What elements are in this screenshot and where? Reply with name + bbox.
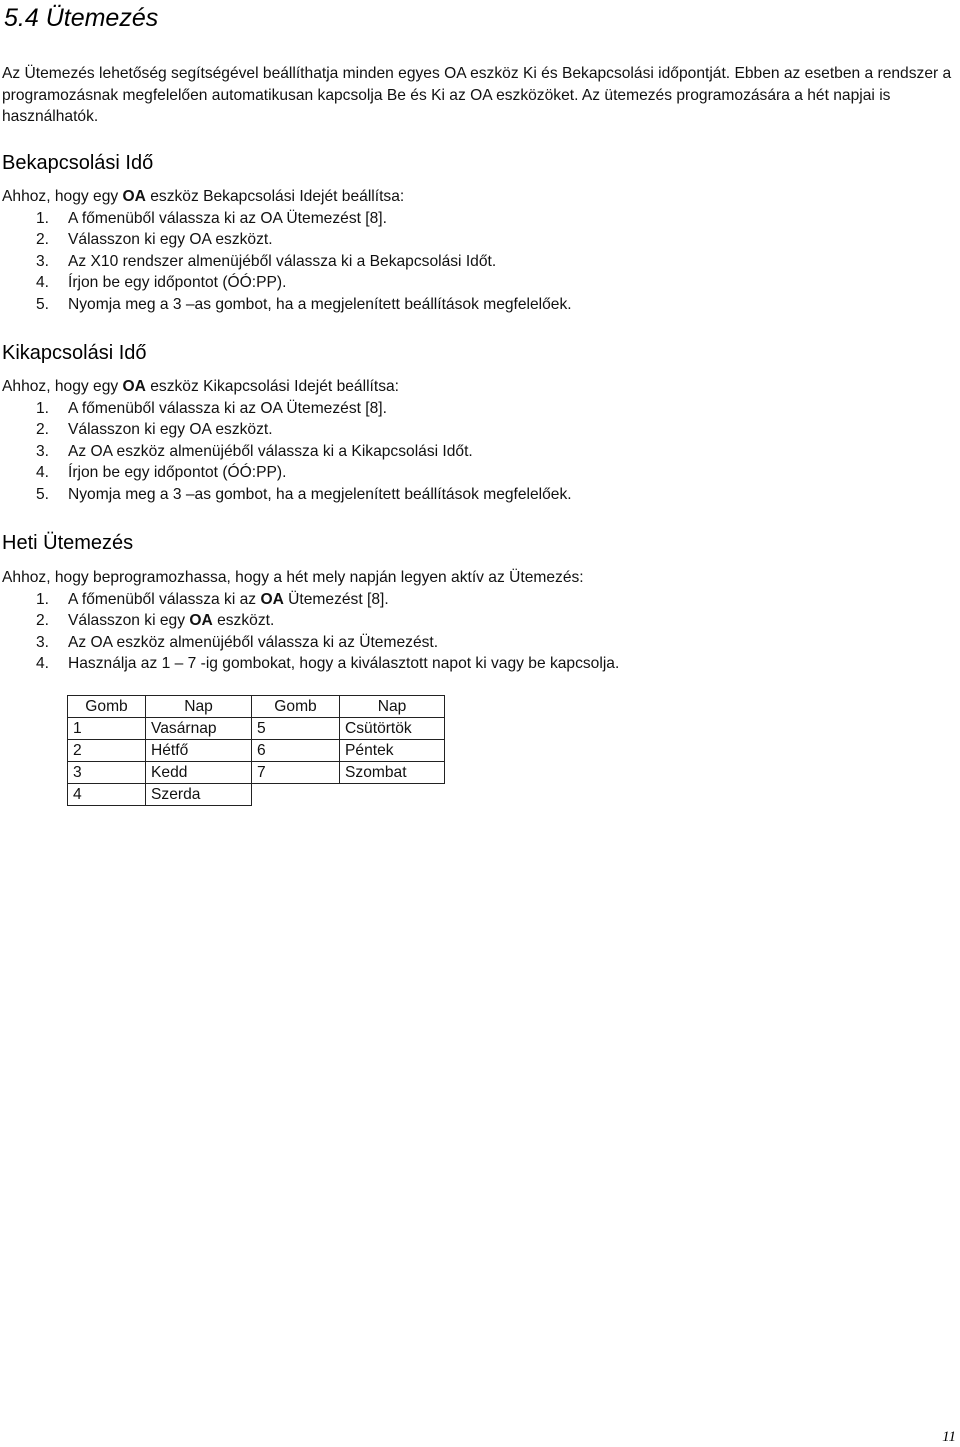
list-item xyxy=(2,610,952,632)
table-cell: 4 xyxy=(68,784,146,806)
table-header: Gomb xyxy=(68,696,146,718)
step-text: Nyomja meg a 3 –as gombot, ha a megjelenített beállítások megfelelőek. xyxy=(68,295,572,313)
step-bold: OA xyxy=(260,590,284,608)
step-text: Ütemezést [8]. xyxy=(283,590,389,608)
table-row xyxy=(68,784,445,806)
step-text: A főmenüből válassza ki az xyxy=(68,590,261,608)
section-lead xyxy=(2,376,952,398)
list-item xyxy=(2,589,952,611)
step-text: eszközt. xyxy=(212,612,275,629)
table-cell: Hétfő xyxy=(146,740,252,762)
page-title: 5.4 Ütemezés xyxy=(4,4,159,32)
section-weekly-schedule xyxy=(2,530,952,675)
step-number: 1. xyxy=(36,399,50,417)
step-text: Válasszon ki egy xyxy=(68,612,190,629)
table-header: Gomb xyxy=(252,696,340,718)
lead-bold: OA xyxy=(122,188,146,205)
lead-text: eszköz Kikapcsolási Idejét beállítsa: xyxy=(145,378,400,395)
table-cell: Vasárnap xyxy=(146,718,252,740)
step-number: 2. xyxy=(36,231,50,248)
table-row xyxy=(68,762,445,784)
list-item xyxy=(2,632,952,654)
section-on-time xyxy=(2,150,952,315)
steps-list xyxy=(2,589,952,675)
step-number: 4. xyxy=(36,274,50,291)
step-number: 5. xyxy=(36,295,50,313)
step-number: 3. xyxy=(36,633,50,651)
lead-text: Ahhoz, hogy egy xyxy=(2,378,123,395)
list-item xyxy=(2,398,952,420)
step-number: 4. xyxy=(36,464,50,481)
list-item xyxy=(2,294,952,316)
step-text: Írjon be egy időpontot (ÓÓ:PP). xyxy=(68,464,287,481)
section-heading: Heti Ütemezés xyxy=(2,532,134,554)
table-row xyxy=(68,740,445,762)
list-item xyxy=(2,484,952,506)
table-cell: 6 xyxy=(252,740,340,762)
step-text: Használja az 1 – 7 -ig gombokat, hogy a kiválasztott napot ki vagy be kapcsolja. xyxy=(68,655,620,672)
step-text: Az OA eszköz almenüjéből válassza ki a Kikapcsolási Időt. xyxy=(68,442,473,460)
step-text: Válasszon ki egy OA eszközt. xyxy=(68,421,273,438)
table-cell: 5 xyxy=(252,718,340,740)
button-day-table xyxy=(67,695,445,806)
section-lead xyxy=(2,567,952,589)
list-item xyxy=(2,251,952,273)
lead-text: eszköz Bekapcsolási Idejét beállítsa: xyxy=(145,188,405,205)
table-cell: Csütörtök xyxy=(340,718,445,740)
step-number: 4. xyxy=(36,655,50,672)
intro-paragraph: Az Ütemezés lehetőség segítségével beállíthatja minden egyes OA eszköz Ki és Bekapcsolási időpontját. Ebben az esetben a rendszer a programozásnak megfelelően automatikusan kapcsolja Be és Ki az OA eszközöket. Az ütemezés programozására a hét napjai is használhatók. xyxy=(2,65,952,125)
table-cell: 7 xyxy=(252,762,340,784)
step-bold: OA xyxy=(189,612,213,629)
table-cell: Péntek xyxy=(340,740,445,762)
section-lead xyxy=(2,186,952,208)
step-number: 2. xyxy=(36,421,50,438)
list-item xyxy=(2,229,952,251)
table-header: Nap xyxy=(340,696,445,718)
lead-text: Ahhoz, hogy beprogramozhassa, hogy a hét mely napján legyen aktív az Ütemezés: xyxy=(2,569,584,586)
steps-list xyxy=(2,208,952,316)
step-text: Az X10 rendszer almenüjéből válassza ki a Bekapcsolási Időt. xyxy=(68,252,497,270)
step-text: A főmenüből válassza ki az OA Ütemezést [8]. xyxy=(68,399,387,417)
list-item xyxy=(2,272,952,294)
table-row xyxy=(68,718,445,740)
step-text: A főmenüből válassza ki az OA Ütemezést [8]. xyxy=(68,209,387,227)
list-item xyxy=(2,653,952,675)
list-item xyxy=(2,462,952,484)
table-cell: Szerda xyxy=(146,784,252,806)
section-heading: Bekapcsolási Idő xyxy=(2,152,154,174)
list-item xyxy=(2,441,952,463)
step-number: 1. xyxy=(36,590,50,608)
steps-list xyxy=(2,398,952,506)
page-number: 11 xyxy=(942,1429,956,1445)
section-heading: Kikapcsolási Idő xyxy=(2,342,147,364)
step-number: 3. xyxy=(36,252,50,270)
step-number: 1. xyxy=(36,209,50,227)
table-header-row xyxy=(68,696,445,718)
list-item xyxy=(2,419,952,441)
table-cell: 1 xyxy=(68,718,146,740)
step-number: 5. xyxy=(36,485,50,503)
lead-text: Ahhoz, hogy egy xyxy=(2,188,123,205)
table-cell: Szombat xyxy=(340,762,445,784)
step-text: Nyomja meg a 3 –as gombot, ha a megjelenített beállítások megfelelőek. xyxy=(68,485,572,503)
step-number: 2. xyxy=(36,612,50,629)
table-cell: 3 xyxy=(68,762,146,784)
lead-bold: OA xyxy=(122,378,146,395)
step-text: Az OA eszköz almenüjéből válassza ki az Ütemezést. xyxy=(68,633,439,651)
table-cell: Kedd xyxy=(146,762,252,784)
table-header: Nap xyxy=(146,696,252,718)
list-item xyxy=(2,208,952,230)
step-number: 3. xyxy=(36,442,50,460)
table-cell-empty xyxy=(252,784,340,806)
section-off-time xyxy=(2,340,952,505)
table-cell: 2 xyxy=(68,740,146,762)
table-cell-empty xyxy=(340,784,445,806)
step-text: Írjon be egy időpontot (ÓÓ:PP). xyxy=(68,274,287,291)
step-text: Válasszon ki egy OA eszközt. xyxy=(68,231,273,248)
